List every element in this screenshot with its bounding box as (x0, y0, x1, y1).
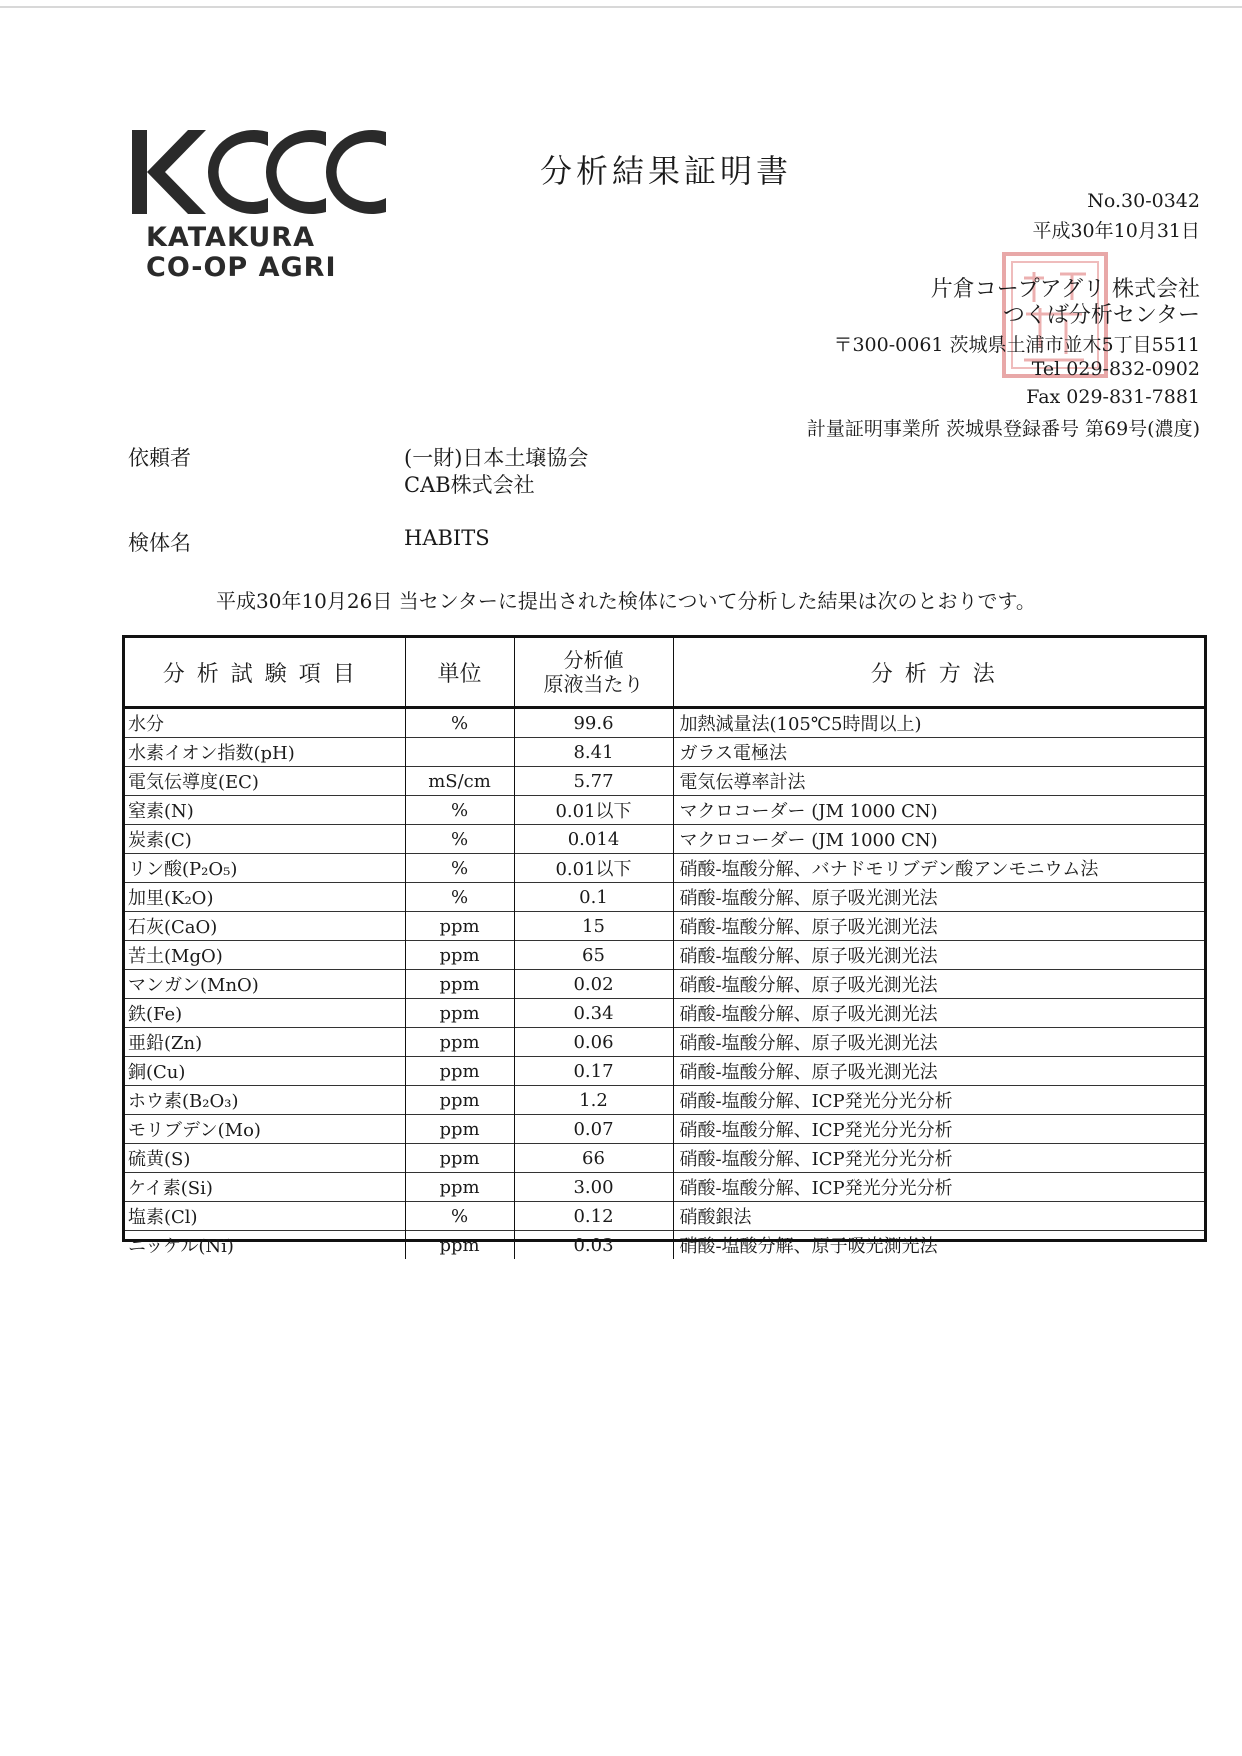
scan-top-edge (0, 6, 1242, 8)
table-row (125, 738, 1204, 767)
sample-name: HABITS (404, 526, 490, 550)
row-item: 亜鉛(Zn) (125, 1028, 405, 1057)
logo-text-katakura: KATAKURA (146, 222, 315, 253)
row-unit: % (405, 883, 514, 912)
row-unit: ppm (405, 1086, 514, 1115)
table-row (125, 1115, 1204, 1144)
row-value: 0.01以下 (514, 854, 673, 883)
row-value: 65 (514, 941, 673, 970)
row-value: 0.07 (514, 1115, 673, 1144)
intro-statement: 平成30年10月26日 当センターに提出された検体について分析した結果は次のとおりです。 (216, 589, 1036, 613)
issuer-address: 〒300-0061 茨城県土浦市並木5丁目5511 (833, 334, 1200, 356)
table-row (125, 854, 1204, 883)
row-item: 石灰(CaO) (125, 912, 405, 941)
row-value: 0.02 (514, 970, 673, 999)
row-unit: % (405, 825, 514, 854)
row-value: 5.77 (514, 767, 673, 796)
row-value: 3.00 (514, 1173, 673, 1202)
row-item: 炭素(C) (125, 825, 405, 854)
header-method: 分析方法 (673, 638, 1204, 708)
row-item: リン酸(P₂O₅) (125, 854, 405, 883)
row-unit: ppm (405, 1173, 514, 1202)
row-unit: % (405, 708, 514, 738)
row-item: モリブデン(Mo) (125, 1115, 405, 1144)
row-method: 硝酸-塩酸分解、ICP発光分光分析 (673, 1115, 1204, 1144)
row-item: 窒素(N) (125, 796, 405, 825)
issuer-registration: 計量証明事業所 茨城県登録番号 第69号(濃度) (806, 418, 1200, 440)
row-method: 硝酸-塩酸分解、原子吸光測光法 (673, 1028, 1204, 1057)
row-value: 15 (514, 912, 673, 941)
row-method: 硝酸-塩酸分解、原子吸光測光法 (673, 941, 1204, 970)
row-item: 水分 (125, 708, 405, 738)
row-unit: ppm (405, 1231, 514, 1260)
row-method: マクロコーダー (JM 1000 CN) (673, 825, 1204, 854)
row-unit: ppm (405, 1144, 514, 1173)
row-item: マンガン(MnO) (125, 970, 405, 999)
row-unit: mS/cm (405, 767, 514, 796)
row-method: 硝酸-塩酸分解、原子吸光測光法 (673, 999, 1204, 1028)
row-value: 0.06 (514, 1028, 673, 1057)
client-label: 依頼者 (128, 446, 191, 470)
header-value: 分析値 原液当たり (514, 638, 673, 708)
row-item: 苦土(MgO) (125, 941, 405, 970)
row-unit: % (405, 796, 514, 825)
table-header-row (125, 638, 1204, 708)
row-item: 銅(Cu) (125, 1057, 405, 1086)
sample-label: 検体名 (128, 531, 191, 555)
table-row (125, 825, 1204, 854)
row-value: 99.6 (514, 708, 673, 738)
row-value: 1.2 (514, 1086, 673, 1115)
table-row (125, 912, 1204, 941)
client-name-2: CAB株式会社 (404, 473, 535, 497)
row-value: 0.03 (514, 1231, 673, 1260)
row-method: 硝酸-塩酸分解、原子吸光測光法 (673, 970, 1204, 999)
row-method: 硝酸-塩酸分解、ICP発光分光分析 (673, 1173, 1204, 1202)
row-item: ニッケル(Ni) (125, 1231, 405, 1260)
table-row (125, 970, 1204, 999)
table-row (125, 1144, 1204, 1173)
document-date: 平成30年10月31日 (1032, 220, 1200, 242)
row-method: 硝酸-塩酸分解、ICP発光分光分析 (673, 1144, 1204, 1173)
table-row (125, 883, 1204, 912)
row-unit: % (405, 1202, 514, 1231)
table-row (125, 1202, 1204, 1231)
row-item: 電気伝導度(EC) (125, 767, 405, 796)
row-value: 0.1 (514, 883, 673, 912)
row-unit: ppm (405, 912, 514, 941)
row-method: 硝酸-塩酸分解、原子吸光測光法 (673, 1231, 1204, 1260)
row-item: 加里(K₂O) (125, 883, 405, 912)
table-row (125, 1028, 1204, 1057)
table-row (125, 708, 1204, 738)
issuer-fax: Fax 029-831-7881 (1026, 386, 1200, 408)
row-unit: ppm (405, 941, 514, 970)
row-unit: ppm (405, 1028, 514, 1057)
row-method: 加熱減量法(105℃5時間以上) (679, 714, 922, 735)
row-item: 鉄(Fe) (125, 999, 405, 1028)
table-row (125, 1231, 1204, 1260)
row-method: 硝酸-塩酸分解、ICP発光分光分析 (673, 1086, 1204, 1115)
row-method: 硝酸-塩酸分解、原子吸光測光法 (673, 1057, 1204, 1086)
table-row (125, 1086, 1204, 1115)
table-row (125, 999, 1204, 1028)
row-method: 硝酸-塩酸分解、原子吸光測光法 (673, 883, 1204, 912)
row-method: マクロコーダー (JM 1000 CN) (673, 796, 1204, 825)
row-method: 電気伝導率計法 (673, 767, 1204, 796)
row-value: 0.01以下 (514, 796, 673, 825)
row-unit: ppm (405, 999, 514, 1028)
table-row (125, 767, 1204, 796)
issuer-center: つくば分析センター (1002, 303, 1200, 328)
row-value: 0.12 (514, 1202, 673, 1231)
row-method: 硝酸銀法 (673, 1202, 1204, 1231)
results-table (122, 635, 1207, 1257)
document-number: No.30-0342 (1087, 190, 1200, 212)
row-item: ホウ素(B₂O₃) (125, 1086, 405, 1115)
row-unit: ppm (405, 970, 514, 999)
table-row (125, 1173, 1204, 1202)
row-value: 0.014 (514, 825, 673, 854)
table-row (125, 796, 1204, 825)
client-name-1: (一財)日本土壌協会 (404, 446, 589, 470)
row-unit: ppm (405, 1057, 514, 1086)
row-item: 塩素(Cl) (125, 1202, 405, 1231)
table-row (125, 941, 1204, 970)
row-unit (405, 738, 514, 767)
row-value: 66 (514, 1144, 673, 1173)
row-item: 水素イオン指数(pH) (125, 738, 405, 767)
table-row (125, 1057, 1204, 1086)
row-method: 硝酸-塩酸分解、バナドモリブデン酸アンモニウム法 (673, 854, 1204, 883)
row-unit: ppm (405, 1115, 514, 1144)
row-value: 0.17 (514, 1057, 673, 1086)
row-unit: % (405, 854, 514, 883)
row-value: 8.41 (514, 738, 673, 767)
row-value: 0.34 (514, 999, 673, 1028)
row-method: ガラス電極法 (673, 738, 1204, 767)
row-item: 硫黄(S) (125, 1144, 405, 1173)
row-method: 硝酸-塩酸分解、原子吸光測光法 (673, 912, 1204, 941)
row-item: ケイ素(Si) (125, 1173, 405, 1202)
document-title: 分析結果証明書 (540, 152, 793, 190)
issuer-tel: Tel 029-832-0902 (1031, 358, 1200, 380)
header-unit: 単位 (405, 638, 514, 708)
logo-text-coop-agri: CO-OP AGRI (146, 252, 337, 283)
header-item: 分析試験項目 (125, 638, 405, 708)
issuer-company: 片倉コープアグリ 株式会社 (930, 277, 1200, 302)
